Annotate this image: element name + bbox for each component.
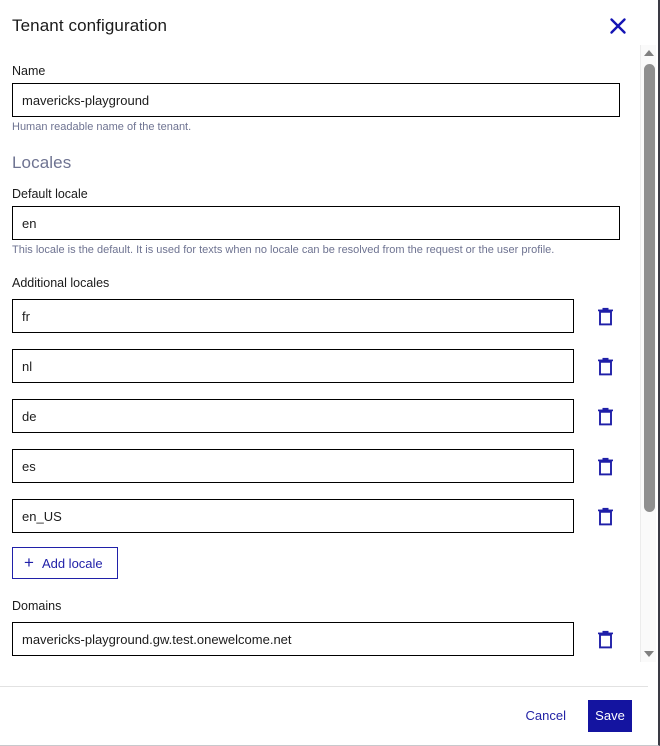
- list-item: [12, 449, 622, 483]
- list-item: [12, 499, 622, 533]
- trash-icon[interactable]: [590, 624, 620, 654]
- trash-icon[interactable]: [590, 351, 620, 381]
- list-item: [12, 299, 622, 333]
- dialog-header: [0, 0, 648, 52]
- domains-label: Domains: [12, 599, 62, 613]
- scrollbar-thumb[interactable]: [644, 64, 655, 512]
- default-locale-input[interactable]: [12, 206, 620, 240]
- add-locale-button[interactable]: [12, 547, 118, 579]
- field-default-locale: [12, 187, 622, 256]
- name-input[interactable]: [12, 83, 620, 117]
- field-additional-locales: [12, 276, 622, 579]
- name-helper-text: Human readable name of the tenant.: [12, 121, 192, 133]
- plus-icon: +: [24, 552, 34, 572]
- additional-locale-input[interactable]: [12, 449, 574, 483]
- default-locale-label: Default locale: [12, 187, 88, 201]
- additional-locale-input[interactable]: [12, 499, 574, 533]
- locales-section-heading: Locales: [12, 153, 72, 172]
- save-button[interactable]: Save: [588, 700, 632, 732]
- trash-icon[interactable]: [590, 501, 620, 531]
- default-locale-helper-text: This locale is the default. It is used for texts when no locale can be resolved from the request or the user profile.: [12, 244, 555, 256]
- additional-locale-input[interactable]: [12, 299, 574, 333]
- close-icon[interactable]: [604, 12, 632, 40]
- add-locale-label: Add locale: [41, 555, 103, 571]
- field-name: [12, 64, 622, 133]
- additional-locale-input[interactable]: [12, 349, 574, 383]
- name-label: Name: [12, 64, 46, 78]
- additional-locales-label: Additional locales: [12, 276, 110, 290]
- vertical-scrollbar[interactable]: [640, 45, 656, 662]
- chevron-down-icon[interactable]: [641, 646, 657, 662]
- trash-icon[interactable]: [590, 401, 620, 431]
- cancel-button[interactable]: Cancel: [522, 702, 570, 729]
- dialog-footer: [0, 686, 648, 744]
- list-item: [12, 349, 622, 383]
- list-item: [12, 399, 622, 433]
- page-title: Tenant configuration: [12, 16, 168, 35]
- additional-locale-input[interactable]: [12, 399, 574, 433]
- chevron-up-icon[interactable]: [641, 45, 657, 61]
- trash-icon[interactable]: [590, 301, 620, 331]
- trash-icon[interactable]: [590, 451, 620, 481]
- domain-input[interactable]: [12, 622, 574, 656]
- field-domains: [12, 599, 622, 656]
- dialog-body: [0, 52, 634, 685]
- list-item: [12, 622, 622, 656]
